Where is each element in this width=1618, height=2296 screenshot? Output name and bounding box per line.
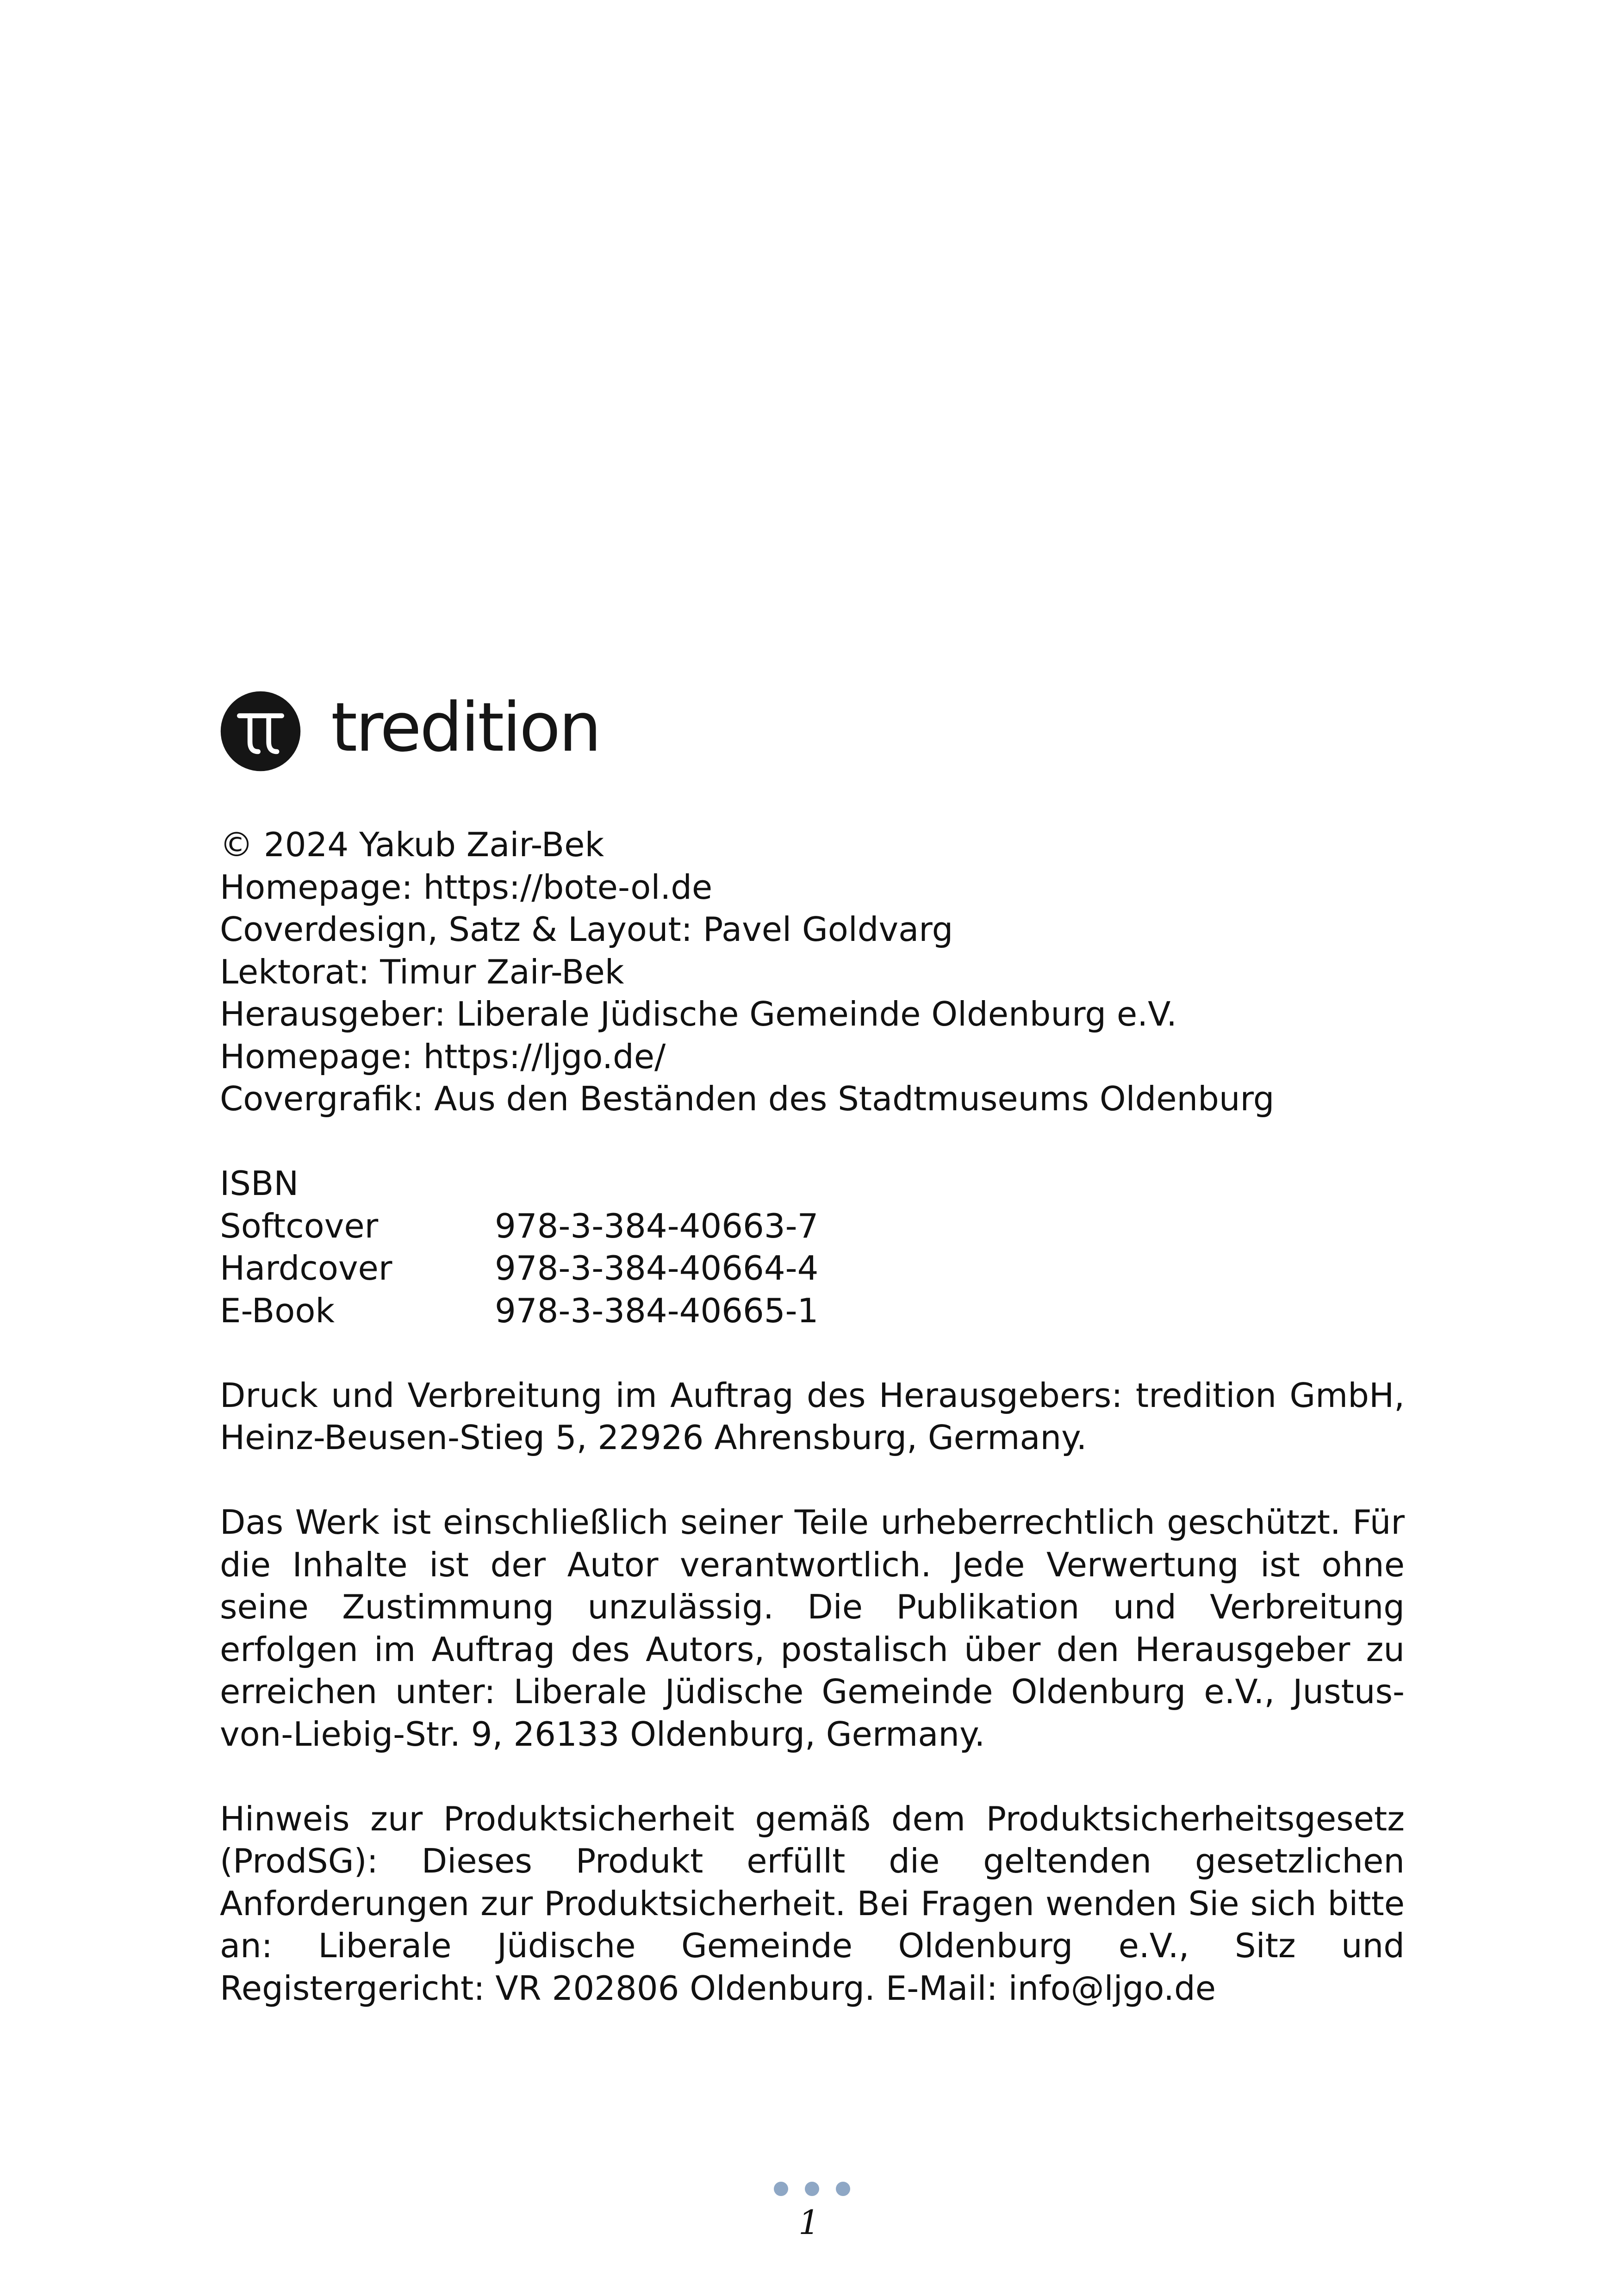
publisher-line: Herausgeber: Liberale Jüdische Gemeinde Oldenburg e.V.	[220, 995, 1177, 1033]
isbn-row-ebook	[220, 1290, 1405, 1332]
isbn-heading: ISBN	[220, 1164, 299, 1203]
isbn-row-hardcover	[220, 1247, 1405, 1290]
isbn-value: 978-3-384-40663-7	[495, 1206, 819, 1245]
ornament-dot	[836, 2182, 850, 2196]
section-spacer	[220, 1332, 1405, 1375]
isbn-value: 978-3-384-40664-4	[495, 1249, 819, 1288]
printing-paragraph: Druck und Verbreitung im Auftrag des Herausgebers: tredition GmbH, Heinz-Beusen-Stieg 5, 22926 Ahrensburg, Germany.	[220, 1375, 1405, 1457]
section-spacer	[220, 1755, 1405, 1798]
isbn-row-softcover	[220, 1205, 1405, 1248]
section-spacer	[220, 1120, 1405, 1163]
ornament-dot	[774, 2182, 788, 2196]
isbn-value: 978-3-384-40665-1	[495, 1291, 819, 1330]
copyright-line: © 2024 Yakub Zair-Bek	[220, 825, 604, 864]
isbn-label: Softcover	[220, 1206, 379, 1245]
cover-design-line: Coverdesign, Satz & Layout: Pavel Goldvarg	[220, 910, 953, 949]
tredition-logo-icon	[220, 691, 301, 772]
isbn-label: E-Book	[220, 1291, 335, 1330]
author-homepage-line: Homepage: https://bote-ol.de	[220, 867, 713, 907]
product-safety-paragraph: Hinweis zur Produktsicherheit gemäß dem Produktsicherheitsgesetz (ProdSG): Dieses Produkt erfüllt die geltenden gesetzlichen Anforderungen zur Produktsicherheit. Bei Fragen wenden Sie sich bitte an: Liberale Jüdische Gemeinde Oldenburg e.V., Sitz und Registergericht: VR 202806 Oldenburg. E-Mail: info@ljgo.de	[220, 1799, 1405, 2008]
publisher-homepage-line: Homepage: https://ljgo.de/	[220, 1037, 666, 1076]
cover-graphic-line: Covergrafik: Aus den Beständen des Stadtmuseums Oldenburg	[220, 1079, 1275, 1118]
publisher-logo	[220, 690, 600, 773]
isbn-label: Hardcover	[220, 1249, 392, 1288]
editor-line: Lektorat: Timur Zair-Bek	[220, 952, 624, 991]
ornament-dot	[805, 2182, 819, 2196]
section-spacer	[220, 1459, 1405, 1502]
publisher-logo-text: tredition	[331, 688, 600, 767]
page-ornament	[774, 2182, 850, 2196]
copyright-paragraph: Das Werk ist einschließlich seiner Teile urheberrechtlich geschützt. Für die Inhalte ist der Autor verantwortlich. Jede Verwertung ist ohne seine Zustimmung unzulässig. Die Publikation und Verbreitung erfolgen im Auftrag des Autors, postalisch über den Herausgeber zu erreichen unter: Liberale Jüdische Gemeinde Oldenburg e.V., Justus-von-Liebig-Str. 9, 26133 Oldenburg, Germany.	[220, 1503, 1405, 1754]
page-number: 1	[798, 2203, 820, 2242]
imprint-page-content	[220, 824, 1405, 2010]
